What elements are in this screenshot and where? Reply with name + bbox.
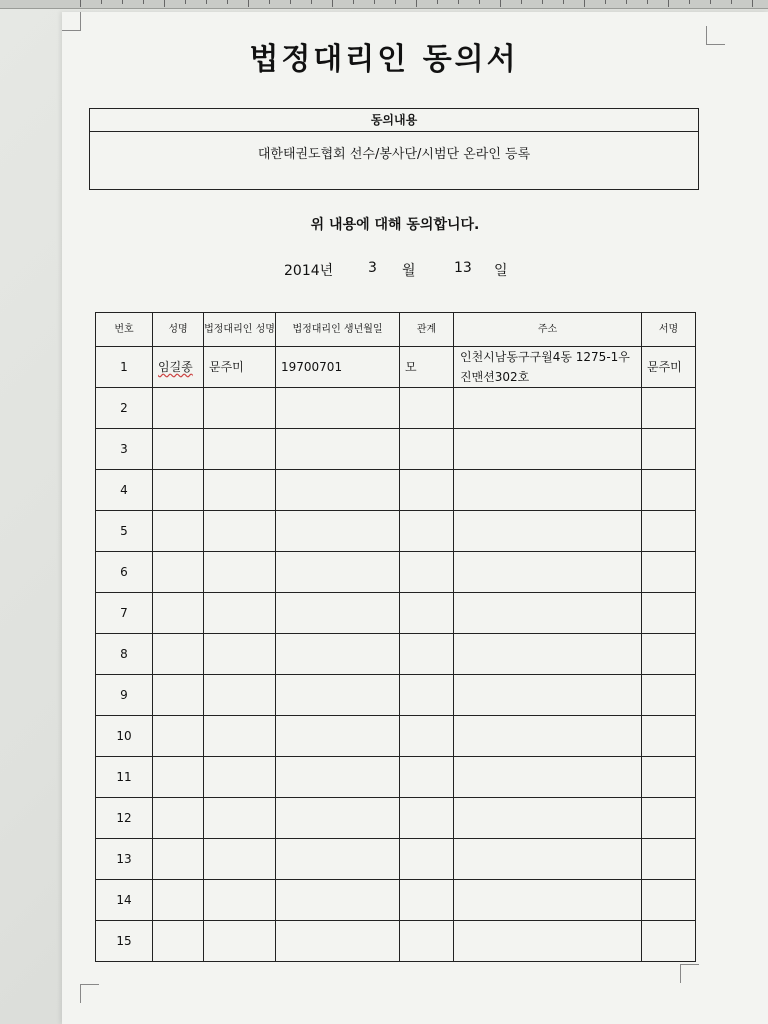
- table-row: [96, 880, 696, 921]
- student-name-cell[interactable]: [153, 593, 204, 634]
- table-row: [96, 675, 696, 716]
- relation-cell[interactable]: [400, 552, 454, 593]
- signature-cell[interactable]: [642, 675, 696, 716]
- address-cell[interactable]: [454, 839, 642, 880]
- row-number[interactable]: [96, 429, 153, 470]
- row-number-text: 14: [116, 893, 132, 907]
- ruler-tick: [143, 0, 144, 4]
- address-cell-text: 인천시남동구구월4동 1275-1우진맨션302호: [460, 350, 630, 384]
- ruler-tick: [710, 0, 711, 4]
- student-name-cell[interactable]: [153, 470, 204, 511]
- ruler-tick: [563, 0, 564, 4]
- guardian-name-cell[interactable]: [204, 675, 276, 716]
- date-day-unit: 일: [494, 263, 508, 279]
- signature-cell[interactable]: [642, 429, 696, 470]
- ruler-tick: [332, 0, 333, 7]
- table-row: [96, 716, 696, 757]
- row-number[interactable]: [96, 798, 153, 839]
- crop-mark-bottom-left: [80, 984, 99, 1003]
- relation-cell[interactable]: [400, 921, 454, 962]
- guardian-name-cell[interactable]: [204, 880, 276, 921]
- ruler-tick: [122, 0, 123, 4]
- header-number: 번호: [96, 313, 153, 347]
- address-cell[interactable]: [454, 388, 642, 429]
- guardian-birth-cell[interactable]: [276, 839, 400, 880]
- row-number[interactable]: [96, 470, 153, 511]
- address-cell[interactable]: [454, 798, 642, 839]
- guardian-birth-cell[interactable]: [276, 552, 400, 593]
- row-number[interactable]: [96, 552, 153, 593]
- ruler-tick: [458, 0, 459, 4]
- row-number[interactable]: [96, 511, 153, 552]
- table-header-row: [96, 313, 696, 347]
- guardian-birth-cell[interactable]: [276, 388, 400, 429]
- student-name-cell-text: 임길종: [158, 360, 193, 374]
- guardian-name-cell[interactable]: [204, 511, 276, 552]
- guardian-birth-cell[interactable]: [276, 634, 400, 675]
- guardian-consent-table: [95, 312, 696, 962]
- guardian-birth-cell[interactable]: [276, 429, 400, 470]
- signature-cell[interactable]: [642, 552, 696, 593]
- relation-cell[interactable]: [400, 675, 454, 716]
- signature-cell[interactable]: [642, 347, 696, 388]
- agreement-statement: 위 내용에 대해 동의합니다.: [310, 217, 480, 233]
- relation-cell[interactable]: [400, 839, 454, 880]
- signature-cell-text: 문주미: [647, 360, 682, 374]
- ruler-tick: [101, 0, 102, 4]
- consent-text: 대한태권도협회 선수/봉사단/시범단 온라인 등록: [257, 147, 531, 162]
- row-number[interactable]: [96, 880, 153, 921]
- relation-cell[interactable]: [400, 347, 454, 388]
- address-cell[interactable]: [454, 429, 642, 470]
- ruler-tick: [269, 0, 270, 4]
- student-name-cell[interactable]: [153, 716, 204, 757]
- ruler-tick: [668, 0, 669, 7]
- row-number[interactable]: [96, 347, 153, 388]
- date-year: 2014년: [284, 263, 334, 279]
- guardian-name-cell[interactable]: [204, 388, 276, 429]
- guardian-name-cell[interactable]: [204, 921, 276, 962]
- guardian-name-cell[interactable]: [204, 757, 276, 798]
- row-number-text: 6: [120, 565, 128, 579]
- relation-cell[interactable]: [400, 593, 454, 634]
- table-row: [96, 552, 696, 593]
- signature-cell[interactable]: [642, 839, 696, 880]
- row-number[interactable]: [96, 388, 153, 429]
- relation-cell[interactable]: [400, 429, 454, 470]
- signature-cell[interactable]: [642, 511, 696, 552]
- row-number-text: 7: [120, 606, 128, 620]
- header-address: 주소: [454, 313, 642, 347]
- guardian-birth-cell[interactable]: [276, 675, 400, 716]
- signature-cell[interactable]: [642, 880, 696, 921]
- guardian-birth-cell[interactable]: [276, 921, 400, 962]
- date-month: 3: [368, 260, 377, 276]
- guardian-birth-cell[interactable]: [276, 511, 400, 552]
- ruler-tick: [752, 0, 753, 7]
- ruler-tick: [227, 0, 228, 4]
- signature-cell[interactable]: [642, 716, 696, 757]
- address-cell[interactable]: [454, 716, 642, 757]
- row-number[interactable]: [96, 634, 153, 675]
- address-cell[interactable]: [454, 470, 642, 511]
- student-name-cell[interactable]: [153, 634, 204, 675]
- row-number-text: 8: [120, 647, 128, 661]
- ruler-tick: [206, 0, 207, 4]
- student-name-cell[interactable]: [153, 552, 204, 593]
- signature-cell[interactable]: [642, 757, 696, 798]
- row-number-text: 10: [116, 729, 132, 743]
- crop-mark-bottom-right: [680, 964, 699, 983]
- guardian-name-cell[interactable]: [204, 798, 276, 839]
- guardian-name-cell[interactable]: [204, 429, 276, 470]
- relation-cell[interactable]: [400, 757, 454, 798]
- ruler-tick: [395, 0, 396, 4]
- row-number-text: 5: [120, 524, 128, 538]
- guardian-name-cell[interactable]: [204, 470, 276, 511]
- header-guardian-birth: 법정대리인 생년월일: [276, 313, 400, 347]
- guardian-birth-cell[interactable]: [276, 716, 400, 757]
- address-cell[interactable]: [454, 347, 642, 388]
- guardian-birth-cell[interactable]: [276, 470, 400, 511]
- guardian-birth-cell[interactable]: [276, 880, 400, 921]
- signature-cell[interactable]: [642, 798, 696, 839]
- relation-cell-text: 모: [405, 360, 417, 374]
- row-number-text: 1: [120, 360, 128, 374]
- table-row: [96, 429, 696, 470]
- signature-cell[interactable]: [642, 593, 696, 634]
- date-month-unit: 월: [402, 263, 416, 279]
- guardian-birth-cell-text: 19700701: [281, 360, 343, 374]
- ruler-tick: [248, 0, 249, 7]
- horizontal-ruler[interactable]: [0, 0, 768, 9]
- relation-cell[interactable]: [400, 388, 454, 429]
- student-name-cell[interactable]: [153, 347, 204, 388]
- table-row: [96, 388, 696, 429]
- guardian-name-cell[interactable]: [204, 552, 276, 593]
- student-name-cell[interactable]: [153, 798, 204, 839]
- header-guardian-name: 법정대리인 성명: [204, 313, 276, 347]
- ruler-tick: [437, 0, 438, 4]
- header-name: 성명: [153, 313, 204, 347]
- relation-cell[interactable]: [400, 470, 454, 511]
- address-cell[interactable]: [454, 757, 642, 798]
- table-row: [96, 921, 696, 962]
- ruler-tick: [731, 0, 732, 4]
- ruler-tick: [311, 0, 312, 4]
- student-name-cell[interactable]: [153, 388, 204, 429]
- table-row: [96, 798, 696, 839]
- date-day: 13: [454, 260, 472, 276]
- guardian-name-cell[interactable]: [204, 716, 276, 757]
- ruler-tick: [542, 0, 543, 4]
- guardian-birth-cell[interactable]: [276, 593, 400, 634]
- ruler-tick: [479, 0, 480, 4]
- row-number[interactable]: [96, 675, 153, 716]
- relation-cell[interactable]: [400, 798, 454, 839]
- consent-content-box: [89, 108, 699, 190]
- header-signature: 서명: [642, 313, 696, 347]
- table-row: [96, 593, 696, 634]
- row-number-text: 11: [116, 770, 132, 784]
- signature-cell[interactable]: [642, 921, 696, 962]
- ruler-tick: [416, 0, 417, 7]
- ruler-tick: [584, 0, 585, 7]
- student-name-cell[interactable]: [153, 880, 204, 921]
- table-row: [96, 839, 696, 880]
- address-cell[interactable]: [454, 552, 642, 593]
- row-number-text: 12: [116, 811, 132, 825]
- row-number[interactable]: [96, 921, 153, 962]
- address-cell[interactable]: [454, 511, 642, 552]
- header-relation: 관계: [400, 313, 454, 347]
- row-number-text: 15: [116, 934, 132, 948]
- table-row: [96, 634, 696, 675]
- ruler-tick: [80, 0, 81, 7]
- crop-mark-top-left: [62, 12, 81, 31]
- consent-header: 동의내용: [90, 109, 698, 132]
- table-row: [96, 470, 696, 511]
- document-title: 법정대리인 동의서: [249, 42, 519, 77]
- ruler-tick: [164, 0, 165, 7]
- guardian-name-cell[interactable]: [204, 839, 276, 880]
- guardian-name-cell[interactable]: [204, 593, 276, 634]
- relation-cell[interactable]: [400, 511, 454, 552]
- row-number-text: 3: [120, 442, 128, 456]
- ruler-tick: [290, 0, 291, 4]
- address-cell[interactable]: [454, 675, 642, 716]
- ruler-tick: [374, 0, 375, 4]
- row-number-text: 13: [116, 852, 132, 866]
- address-cell[interactable]: [454, 593, 642, 634]
- table-row: [96, 757, 696, 798]
- signature-cell[interactable]: [642, 470, 696, 511]
- row-number-text: 9: [120, 688, 128, 702]
- guardian-birth-cell[interactable]: [276, 798, 400, 839]
- student-name-cell[interactable]: [153, 921, 204, 962]
- student-name-cell[interactable]: [153, 757, 204, 798]
- ruler-tick: [500, 0, 501, 7]
- table-row: [96, 347, 696, 388]
- guardian-birth-cell[interactable]: [276, 757, 400, 798]
- row-number-text: 2: [120, 401, 128, 415]
- row-number[interactable]: [96, 757, 153, 798]
- guardian-name-cell[interactable]: [204, 634, 276, 675]
- table-row: [96, 511, 696, 552]
- address-cell[interactable]: [454, 634, 642, 675]
- row-number[interactable]: [96, 593, 153, 634]
- relation-cell[interactable]: [400, 880, 454, 921]
- ruler-tick: [521, 0, 522, 4]
- row-number[interactable]: [96, 716, 153, 757]
- row-number-text: 4: [120, 483, 128, 497]
- guardian-name-cell[interactable]: [204, 347, 276, 388]
- ruler-tick: [605, 0, 606, 4]
- ruler-tick: [689, 0, 690, 4]
- signature-cell[interactable]: [642, 634, 696, 675]
- address-cell[interactable]: [454, 880, 642, 921]
- guardian-birth-cell[interactable]: [276, 347, 400, 388]
- row-number[interactable]: [96, 839, 153, 880]
- ruler-tick: [647, 0, 648, 4]
- student-name-cell[interactable]: [153, 675, 204, 716]
- ruler-tick: [185, 0, 186, 4]
- relation-cell[interactable]: [400, 716, 454, 757]
- ruler-tick: [353, 0, 354, 4]
- student-name-cell[interactable]: [153, 839, 204, 880]
- student-name-cell[interactable]: [153, 429, 204, 470]
- address-cell[interactable]: [454, 921, 642, 962]
- guardian-name-cell-text: 문주미: [209, 360, 244, 374]
- signature-cell[interactable]: [642, 388, 696, 429]
- relation-cell[interactable]: [400, 634, 454, 675]
- ruler-tick: [626, 0, 627, 4]
- student-name-cell[interactable]: [153, 511, 204, 552]
